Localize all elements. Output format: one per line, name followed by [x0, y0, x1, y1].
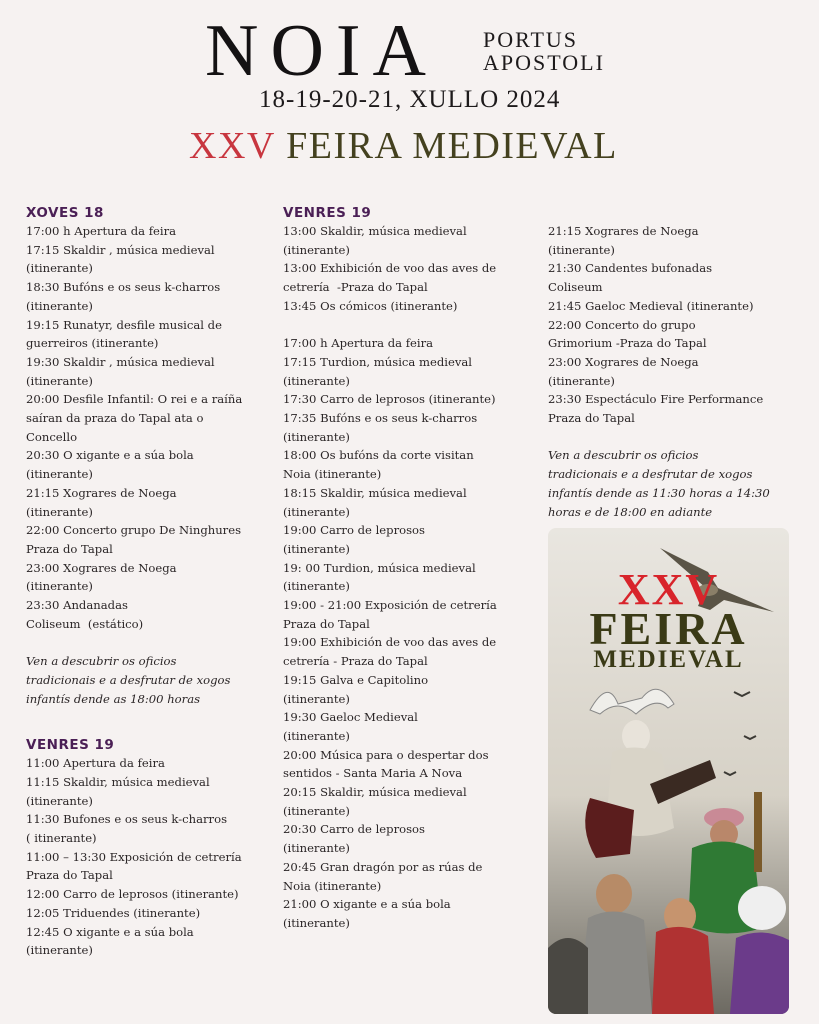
- festival-poster-image: [548, 528, 789, 1014]
- event-item: 22:00 Concerto grupo De Ninghures Praza do Tapal: [26, 523, 242, 556]
- event-item: 17:00 h Apertura da feira: [26, 224, 177, 238]
- schedule-column-2: [283, 204, 533, 933]
- event-item: 20:30 Carro de leprosos (itinerante): [283, 822, 425, 856]
- event-item: 17:30 Carro de leprosos (itinerante): [283, 392, 496, 407]
- event-item: 18:30 Bufóns e os seus k-charros (itinerante): [26, 280, 221, 313]
- event-item: 13:00 Exhibición de voo das aves de cetrería -Praza do Tapal: [283, 261, 497, 295]
- poster-edition: XXV: [617, 565, 720, 614]
- day-heading-thursday: XOVES 18: [26, 205, 104, 221]
- event-item: 12:45 O xigante e a súa bola (itinerante): [26, 924, 194, 958]
- event-item: 19:00 Exhibición de voo das aves de cetrería - Praza do Tapal: [283, 635, 497, 669]
- event-item: 21:15 Xograres de Noega (itinerante): [26, 485, 177, 519]
- spacer: [26, 708, 272, 736]
- event-item: 21:00 O xigante e a súa bola (itinerante): [283, 897, 451, 930]
- event-list-friday-midday: [283, 222, 533, 316]
- event-item: 13:45 Os cómicos (itinerante): [283, 298, 458, 313]
- poster-title-line-2: MEDIEVAL: [593, 646, 744, 673]
- event-list-friday-morning: [26, 754, 272, 960]
- event-item: 17:35 Bufóns e os seus k-charros (itinerante): [283, 411, 478, 444]
- event-list-friday-afternoon: [283, 334, 533, 933]
- note-friday: Ven a descubrir os oficios tradicionais e a desfrutar de xogos infantís dende as 11:30 horas a 14:30 horas e de 18:00 en adiante: [548, 448, 770, 519]
- spacer: [548, 428, 798, 447]
- event-item: 19:15 Runatyr, desfile musical de guerreiros (itinerante): [26, 317, 222, 351]
- event-item: 20:15 Skaldir, música medieval (itinerante): [283, 785, 467, 818]
- event-item: 20:30 O xigante e a súa bola (itinerante): [26, 448, 194, 482]
- town-name: NOIA: [205, 10, 438, 92]
- event-item: 17:00 h Apertura da feira: [283, 336, 434, 351]
- event-item: 18:15 Skaldir, música medieval (itinerante): [283, 485, 467, 519]
- event-item: 11:00 Apertura da feira: [26, 756, 165, 771]
- event-item: 19: 00 Turdion, música medieval (itinerante): [283, 560, 476, 594]
- header: [0, 0, 819, 180]
- tagline-line-1: PORTUS: [483, 27, 579, 52]
- event-item: 19:00 Carro de leprosos (itinerante): [283, 523, 425, 556]
- event-item: 21:30 Candentes bufonadas Coliseum: [548, 261, 713, 295]
- event-item: 19:15 Galva e Capitolino (itinerante): [283, 672, 429, 706]
- event-item: 11:15 Skaldir, música medieval (itinerante): [26, 774, 210, 808]
- spacer: [26, 633, 272, 652]
- edition-number: XXV: [189, 125, 276, 167]
- event-item: 21:15 Xograres de Noega (itinerante): [548, 224, 699, 257]
- tagline: [483, 28, 605, 74]
- event-list-thursday: [26, 222, 272, 633]
- event-item: 20:00 Música para o despertar dos sentidos - Santa Maria A Nova: [283, 747, 489, 781]
- schedule-column-3: [548, 222, 798, 521]
- event-item: 20:45 Gran dragón por as rúas de Noia (itinerante): [283, 859, 483, 893]
- event-item: 12:00 Carro de leprosos (itinerante): [26, 887, 239, 902]
- event-item: 23:00 Xograres de Noega (itinerante): [26, 560, 177, 594]
- event-item: 17:15 Skaldir , música medieval (itinerante): [26, 242, 215, 276]
- event-title: [189, 124, 618, 168]
- day-heading-friday-morning: VENRES 19: [26, 737, 115, 754]
- event-item: 20:00 Desfile Infantil: O rei e a raíña saíran da praza do Tapal ata o Concello: [26, 392, 243, 444]
- event-item: 23:30 Espectáculo Fire Performance Praza do Tapal: [548, 392, 764, 426]
- event-dates: 18-19-20-21, XULLO 2024: [259, 86, 561, 113]
- event-item: 12:05 Triduendes (itinerante): [26, 905, 201, 920]
- event-item: 19:00 - 21:00 Exposición de cetrería Praza do Tapal: [283, 598, 497, 631]
- event-item: 21:45 Gaeloc Medieval (itinerante): [548, 298, 754, 313]
- event-item: 13:00 Skaldir, música medieval (itinerante): [283, 224, 467, 257]
- event-item: 23:30 Andanadas Coliseum (estático): [26, 598, 144, 631]
- event-item: 11:00 – 13:30 Exposición de cetrería Praza do Tapal: [26, 849, 242, 883]
- day-heading-friday: VENRES 19: [283, 205, 372, 221]
- event-item: 19:30 Skaldir , música medieval (itinerante): [26, 354, 215, 388]
- event-name: FEIRA MEDIEVAL: [286, 125, 618, 167]
- event-item: 19:30 Gaeloc Medieval (itinerante): [283, 710, 418, 743]
- note-thursday: Ven a descubrir os oficios tradicionais e a desfrutar de xogos infantís dende as 18:00 horas: [26, 654, 231, 706]
- tagline-line-2: APOSTOLI: [483, 50, 605, 75]
- event-item: 18:00 Os bufóns da corte visitan Noia (itinerante): [283, 448, 474, 482]
- event-item: 23:00 Xograres de Noega (itinerante): [548, 354, 699, 388]
- event-item: 11:30 Bufones e os seus k-charros ( itinerante): [26, 812, 228, 846]
- event-list-friday-night: [548, 222, 798, 428]
- event-item: 17:15 Turdion, música medieval (itinerante): [283, 354, 473, 388]
- poster-title-line-1: FEIRA: [589, 603, 748, 654]
- spacer: [283, 316, 533, 335]
- event-item: 22:00 Concerto do grupo Grimorium -Praza do Tapal: [548, 317, 707, 351]
- schedule-column-1: [26, 204, 272, 960]
